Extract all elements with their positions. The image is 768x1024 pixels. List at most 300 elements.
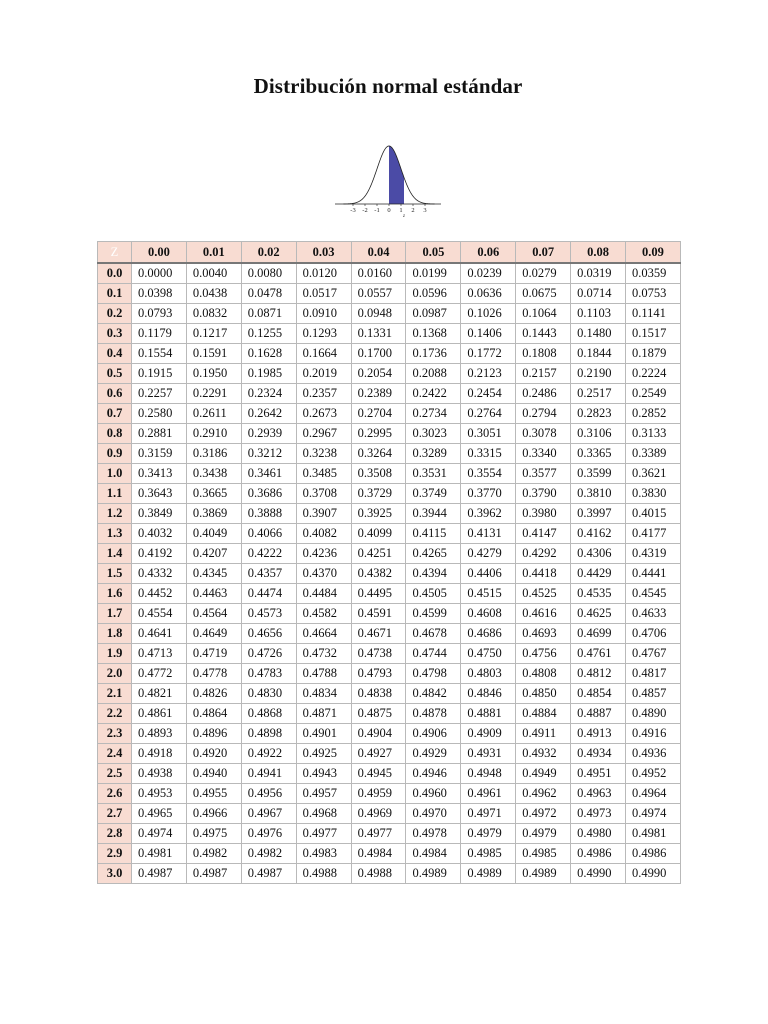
table-cell: 0.4821 bbox=[132, 684, 187, 704]
table-cell: 0.4049 bbox=[186, 524, 241, 544]
axis-tick-label: -1 bbox=[374, 207, 380, 214]
axis-tick-label: 3 bbox=[423, 207, 427, 214]
table-cell: 0.2734 bbox=[406, 404, 461, 424]
table-row bbox=[98, 684, 681, 704]
table-cell: 0.0987 bbox=[406, 304, 461, 324]
table-cell: 0.4901 bbox=[296, 724, 351, 744]
table-cell: 0.4929 bbox=[406, 744, 461, 764]
table-cell: 0.2454 bbox=[461, 384, 516, 404]
table-cell: 0.4989 bbox=[516, 864, 571, 884]
table-cell: 0.3159 bbox=[132, 444, 187, 464]
table-cell: 0.3749 bbox=[406, 484, 461, 504]
row-header-z: 1.2 bbox=[98, 504, 132, 524]
table-cell: 0.2190 bbox=[571, 364, 626, 384]
table-cell: 0.4985 bbox=[461, 844, 516, 864]
table-cell: 0.4693 bbox=[516, 624, 571, 644]
table-cell: 0.2910 bbox=[186, 424, 241, 444]
table-cell: 0.3997 bbox=[571, 504, 626, 524]
table-cell: 0.2764 bbox=[461, 404, 516, 424]
table-cell: 0.4941 bbox=[241, 764, 296, 784]
table-row bbox=[98, 284, 681, 304]
table-cell: 0.4474 bbox=[241, 584, 296, 604]
table-cell: 0.1331 bbox=[351, 324, 406, 344]
table-cell: 0.1406 bbox=[461, 324, 516, 344]
table-cell: 0.3708 bbox=[296, 484, 351, 504]
table-cell: 0.4922 bbox=[241, 744, 296, 764]
table-cell: 0.1700 bbox=[351, 344, 406, 364]
table-cell: 0.4834 bbox=[296, 684, 351, 704]
table-cell: 0.0675 bbox=[516, 284, 571, 304]
table-cell: 0.3438 bbox=[186, 464, 241, 484]
table-cell: 0.4861 bbox=[132, 704, 187, 724]
table-cell: 0.4956 bbox=[241, 784, 296, 804]
table-cell: 0.4890 bbox=[626, 704, 681, 724]
table-cell: 0.0871 bbox=[241, 304, 296, 324]
table-cell: 0.3051 bbox=[461, 424, 516, 444]
table-cell: 0.3485 bbox=[296, 464, 351, 484]
table-cell: 0.4898 bbox=[241, 724, 296, 744]
table-cell: 0.4920 bbox=[186, 744, 241, 764]
table-cell: 0.4738 bbox=[351, 644, 406, 664]
table-cell: 0.3849 bbox=[132, 504, 187, 524]
row-header-z: 0.4 bbox=[98, 344, 132, 364]
table-cell: 0.1879 bbox=[626, 344, 681, 364]
table-cell: 0.4406 bbox=[461, 564, 516, 584]
table-cell: 0.0160 bbox=[351, 263, 406, 284]
table-cell: 0.4830 bbox=[241, 684, 296, 704]
table-cell: 0.2123 bbox=[461, 364, 516, 384]
table-cell: 0.4940 bbox=[186, 764, 241, 784]
table-cell: 0.3790 bbox=[516, 484, 571, 504]
table-row bbox=[98, 844, 681, 864]
table-cell: 0.4986 bbox=[626, 844, 681, 864]
table-cell: 0.0753 bbox=[626, 284, 681, 304]
table-cell: 0.4750 bbox=[461, 644, 516, 664]
table-cell: 0.2939 bbox=[241, 424, 296, 444]
row-header-z: 2.9 bbox=[98, 844, 132, 864]
table-cell: 0.3888 bbox=[241, 504, 296, 524]
row-header-z: 0.9 bbox=[98, 444, 132, 464]
table-cell: 0.2823 bbox=[571, 404, 626, 424]
table-cell: 0.4931 bbox=[461, 744, 516, 764]
table-row bbox=[98, 604, 681, 624]
table-cell: 0.4345 bbox=[186, 564, 241, 584]
table-cell: 0.4382 bbox=[351, 564, 406, 584]
table-cell: 0.4945 bbox=[351, 764, 406, 784]
table-cell: 0.4974 bbox=[626, 804, 681, 824]
table-cell: 0.3830 bbox=[626, 484, 681, 504]
table-cell: 0.0120 bbox=[296, 263, 351, 284]
table-cell: 0.4878 bbox=[406, 704, 461, 724]
table-cell: 0.4678 bbox=[406, 624, 461, 644]
table-cell: 0.4573 bbox=[241, 604, 296, 624]
table-cell: 0.4418 bbox=[516, 564, 571, 584]
table-cell: 0.3461 bbox=[241, 464, 296, 484]
table-cell: 0.4082 bbox=[296, 524, 351, 544]
table-cell: 0.4948 bbox=[461, 764, 516, 784]
table-cell: 0.0910 bbox=[296, 304, 351, 324]
table-cell: 0.4826 bbox=[186, 684, 241, 704]
row-header-z: 2.0 bbox=[98, 664, 132, 684]
table-cell: 0.4906 bbox=[406, 724, 461, 744]
column-header: 0.04 bbox=[351, 242, 406, 264]
table-cell: 0.1368 bbox=[406, 324, 461, 344]
column-header: 0.05 bbox=[406, 242, 461, 264]
table-cell: 0.4429 bbox=[571, 564, 626, 584]
table-row bbox=[98, 304, 681, 324]
row-header-z: 1.8 bbox=[98, 624, 132, 644]
table-cell: 0.4719 bbox=[186, 644, 241, 664]
table-cell: 0.4967 bbox=[241, 804, 296, 824]
table-cell: 0.4982 bbox=[241, 844, 296, 864]
table-cell: 0.4463 bbox=[186, 584, 241, 604]
table-cell: 0.4973 bbox=[571, 804, 626, 824]
table-cell: 0.2642 bbox=[241, 404, 296, 424]
table-cell: 0.4656 bbox=[241, 624, 296, 644]
table-row bbox=[98, 444, 681, 464]
table-cell: 0.4854 bbox=[571, 684, 626, 704]
axis-tick-label: -3 bbox=[350, 207, 356, 214]
table-row bbox=[98, 504, 681, 524]
row-header-z: 2.8 bbox=[98, 824, 132, 844]
table-cell: 0.4484 bbox=[296, 584, 351, 604]
table-cell: 0.4846 bbox=[461, 684, 516, 704]
table-cell: 0.2673 bbox=[296, 404, 351, 424]
table-cell: 0.2995 bbox=[351, 424, 406, 444]
table-cell: 0.4279 bbox=[461, 544, 516, 564]
table-cell: 0.1915 bbox=[132, 364, 187, 384]
table-cell: 0.4962 bbox=[516, 784, 571, 804]
table-cell: 0.4969 bbox=[351, 804, 406, 824]
table-cell: 0.4554 bbox=[132, 604, 187, 624]
table-cell: 0.0948 bbox=[351, 304, 406, 324]
table-cell: 0.4292 bbox=[516, 544, 571, 564]
table-cell: 0.4699 bbox=[571, 624, 626, 644]
table-cell: 0.2881 bbox=[132, 424, 187, 444]
table-cell: 0.4744 bbox=[406, 644, 461, 664]
table-cell: 0.2611 bbox=[186, 404, 241, 424]
table-cell: 0.4953 bbox=[132, 784, 187, 804]
table-cell: 0.4505 bbox=[406, 584, 461, 604]
table-row bbox=[98, 344, 681, 364]
table-cell: 0.3686 bbox=[241, 484, 296, 504]
table-cell: 0.1591 bbox=[186, 344, 241, 364]
table-cell: 0.3621 bbox=[626, 464, 681, 484]
table-cell: 0.4932 bbox=[516, 744, 571, 764]
table-cell: 0.4608 bbox=[461, 604, 516, 624]
table-cell: 0.4842 bbox=[406, 684, 461, 704]
table-cell: 0.3531 bbox=[406, 464, 461, 484]
table-row bbox=[98, 324, 681, 344]
table-cell: 0.4706 bbox=[626, 624, 681, 644]
table-cell: 0.3133 bbox=[626, 424, 681, 444]
table-cell: 0.4817 bbox=[626, 664, 681, 684]
table-cell: 0.3315 bbox=[461, 444, 516, 464]
axis-tick-label: -2 bbox=[362, 207, 368, 214]
table-cell: 0.4732 bbox=[296, 644, 351, 664]
table-cell: 0.4985 bbox=[516, 844, 571, 864]
table-cell: 0.4916 bbox=[626, 724, 681, 744]
table-cell: 0.4983 bbox=[296, 844, 351, 864]
table-cell: 0.4838 bbox=[351, 684, 406, 704]
table-cell: 0.4984 bbox=[351, 844, 406, 864]
table-cell: 0.4975 bbox=[186, 824, 241, 844]
table-cell: 0.4986 bbox=[571, 844, 626, 864]
table-cell: 0.4989 bbox=[461, 864, 516, 884]
table-cell: 0.3365 bbox=[571, 444, 626, 464]
row-header-z: 1.5 bbox=[98, 564, 132, 584]
table-cell: 0.1026 bbox=[461, 304, 516, 324]
table-cell: 0.0517 bbox=[296, 284, 351, 304]
table-cell: 0.4192 bbox=[132, 544, 187, 564]
table-cell: 0.4591 bbox=[351, 604, 406, 624]
table-cell: 0.4616 bbox=[516, 604, 571, 624]
table-cell: 0.2422 bbox=[406, 384, 461, 404]
table-cell: 0.4963 bbox=[571, 784, 626, 804]
table-cell: 0.4495 bbox=[351, 584, 406, 604]
table-cell: 0.4955 bbox=[186, 784, 241, 804]
table-cell: 0.2157 bbox=[516, 364, 571, 384]
table-cell: 0.4564 bbox=[186, 604, 241, 624]
row-header-z: 2.5 bbox=[98, 764, 132, 784]
table-cell: 0.4896 bbox=[186, 724, 241, 744]
table-row bbox=[98, 804, 681, 824]
table-cell: 0.4881 bbox=[461, 704, 516, 724]
table-cell: 0.4177 bbox=[626, 524, 681, 544]
table-cell: 0.3508 bbox=[351, 464, 406, 484]
table-cell: 0.4990 bbox=[571, 864, 626, 884]
row-header-z: 1.7 bbox=[98, 604, 132, 624]
table-cell: 0.4357 bbox=[241, 564, 296, 584]
table-cell: 0.4236 bbox=[296, 544, 351, 564]
table-cell: 0.4988 bbox=[351, 864, 406, 884]
table-cell: 0.4625 bbox=[571, 604, 626, 624]
table-cell: 0.1103 bbox=[571, 304, 626, 324]
row-header-z: 1.6 bbox=[98, 584, 132, 604]
table-cell: 0.4545 bbox=[626, 584, 681, 604]
table-cell: 0.3962 bbox=[461, 504, 516, 524]
table-cell: 0.4987 bbox=[186, 864, 241, 884]
table-cell: 0.0636 bbox=[461, 284, 516, 304]
table-cell: 0.0557 bbox=[351, 284, 406, 304]
table-cell: 0.3907 bbox=[296, 504, 351, 524]
table-cell: 0.3665 bbox=[186, 484, 241, 504]
table-cell: 0.4808 bbox=[516, 664, 571, 684]
table-cell: 0.4977 bbox=[296, 824, 351, 844]
table-row bbox=[98, 464, 681, 484]
table-cell: 0.4951 bbox=[571, 764, 626, 784]
table-cell: 0.1985 bbox=[241, 364, 296, 384]
table-cell: 0.1628 bbox=[241, 344, 296, 364]
table-cell: 0.4875 bbox=[351, 704, 406, 724]
table-cell: 0.4971 bbox=[461, 804, 516, 824]
table-cell: 0.4964 bbox=[626, 784, 681, 804]
table-cell: 0.4772 bbox=[132, 664, 187, 684]
table-cell: 0.3340 bbox=[516, 444, 571, 464]
table-cell: 0.4015 bbox=[626, 504, 681, 524]
table-cell: 0.1736 bbox=[406, 344, 461, 364]
table-cell: 0.4943 bbox=[296, 764, 351, 784]
table-cell: 0.4966 bbox=[186, 804, 241, 824]
axis-tick-label: 1 bbox=[399, 207, 403, 214]
table-cell: 0.4970 bbox=[406, 804, 461, 824]
table-cell: 0.0398 bbox=[132, 284, 187, 304]
row-header-z: 0.3 bbox=[98, 324, 132, 344]
table-cell: 0.2389 bbox=[351, 384, 406, 404]
table-cell: 0.4756 bbox=[516, 644, 571, 664]
table-cell: 0.4857 bbox=[626, 684, 681, 704]
table-cell: 0.4960 bbox=[406, 784, 461, 804]
table-row bbox=[98, 544, 681, 564]
table-cell: 0.3810 bbox=[571, 484, 626, 504]
table-cell: 0.3770 bbox=[461, 484, 516, 504]
table-row bbox=[98, 824, 681, 844]
table-cell: 0.4957 bbox=[296, 784, 351, 804]
table-cell: 0.2054 bbox=[351, 364, 406, 384]
corner-header: Z bbox=[98, 242, 132, 264]
table-cell: 0.4974 bbox=[132, 824, 187, 844]
table-cell: 0.4904 bbox=[351, 724, 406, 744]
table-row bbox=[98, 424, 681, 444]
table-cell: 0.4976 bbox=[241, 824, 296, 844]
table-cell: 0.4949 bbox=[516, 764, 571, 784]
column-header: 0.06 bbox=[461, 242, 516, 264]
table-cell: 0.2549 bbox=[626, 384, 681, 404]
table-cell: 0.4251 bbox=[351, 544, 406, 564]
table-cell: 0.3289 bbox=[406, 444, 461, 464]
axis-tick-label: 0 bbox=[387, 207, 391, 214]
table-row bbox=[98, 864, 681, 884]
table-cell: 0.4162 bbox=[571, 524, 626, 544]
axis-tick-label: 2 bbox=[411, 207, 415, 214]
table-cell: 0.4726 bbox=[241, 644, 296, 664]
row-header-z: 1.3 bbox=[98, 524, 132, 544]
row-header-z: 0.6 bbox=[98, 384, 132, 404]
table-cell: 0.0478 bbox=[241, 284, 296, 304]
table-cell: 0.1443 bbox=[516, 324, 571, 344]
column-header: 0.00 bbox=[132, 242, 187, 264]
table-cell: 0.4925 bbox=[296, 744, 351, 764]
table-cell: 0.4927 bbox=[351, 744, 406, 764]
table-cell: 0.1844 bbox=[571, 344, 626, 364]
table-cell: 0.4812 bbox=[571, 664, 626, 684]
table-cell: 0.2224 bbox=[626, 364, 681, 384]
table-cell: 0.4582 bbox=[296, 604, 351, 624]
row-header-z: 1.9 bbox=[98, 644, 132, 664]
table-cell: 0.3413 bbox=[132, 464, 187, 484]
shaded-z-label: z bbox=[403, 214, 405, 218]
table-cell: 0.1517 bbox=[626, 324, 681, 344]
table-cell: 0.2357 bbox=[296, 384, 351, 404]
table-cell: 0.0279 bbox=[516, 263, 571, 284]
table-cell: 0.4370 bbox=[296, 564, 351, 584]
table-row bbox=[98, 404, 681, 424]
table-cell: 0.4767 bbox=[626, 644, 681, 664]
row-header-z: 2.2 bbox=[98, 704, 132, 724]
column-header: 0.09 bbox=[626, 242, 681, 264]
table-row bbox=[98, 784, 681, 804]
table-cell: 0.4452 bbox=[132, 584, 187, 604]
table-cell: 0.4965 bbox=[132, 804, 187, 824]
table-row bbox=[98, 484, 681, 504]
row-header-z: 2.6 bbox=[98, 784, 132, 804]
table-cell: 0.4633 bbox=[626, 604, 681, 624]
column-header: 0.08 bbox=[571, 242, 626, 264]
table-cell: 0.0832 bbox=[186, 304, 241, 324]
row-header-z: 1.0 bbox=[98, 464, 132, 484]
table-cell: 0.1179 bbox=[132, 324, 187, 344]
table-cell: 0.4649 bbox=[186, 624, 241, 644]
table-cell: 0.4394 bbox=[406, 564, 461, 584]
table-cell: 0.4850 bbox=[516, 684, 571, 704]
table-cell: 0.0714 bbox=[571, 284, 626, 304]
table-cell: 0.4893 bbox=[132, 724, 187, 744]
table-cell: 0.4535 bbox=[571, 584, 626, 604]
table-row bbox=[98, 384, 681, 404]
table-cell: 0.4972 bbox=[516, 804, 571, 824]
table-cell: 0.4066 bbox=[241, 524, 296, 544]
row-header-z: 0.0 bbox=[98, 263, 132, 284]
table-row bbox=[98, 524, 681, 544]
table-cell: 0.4671 bbox=[351, 624, 406, 644]
table-cell: 0.3238 bbox=[296, 444, 351, 464]
table-cell: 0.3599 bbox=[571, 464, 626, 484]
table-cell: 0.4946 bbox=[406, 764, 461, 784]
table-cell: 0.4979 bbox=[516, 824, 571, 844]
table-cell: 0.3186 bbox=[186, 444, 241, 464]
table-cell: 0.2088 bbox=[406, 364, 461, 384]
table-cell: 0.4961 bbox=[461, 784, 516, 804]
table-cell: 0.4984 bbox=[406, 844, 461, 864]
table-cell: 0.4988 bbox=[296, 864, 351, 884]
table-cell: 0.4868 bbox=[241, 704, 296, 724]
table-cell: 0.2967 bbox=[296, 424, 351, 444]
table-cell: 0.0000 bbox=[132, 263, 187, 284]
table-cell: 0.4131 bbox=[461, 524, 516, 544]
table-cell: 0.3264 bbox=[351, 444, 406, 464]
row-header-z: 1.1 bbox=[98, 484, 132, 504]
table-cell: 0.4990 bbox=[626, 864, 681, 884]
table-cell: 0.4977 bbox=[351, 824, 406, 844]
table-cell: 0.4147 bbox=[516, 524, 571, 544]
table-row bbox=[98, 704, 681, 724]
table-cell: 0.1064 bbox=[516, 304, 571, 324]
table-cell: 0.0040 bbox=[186, 263, 241, 284]
table-cell: 0.0199 bbox=[406, 263, 461, 284]
table-cell: 0.3106 bbox=[571, 424, 626, 444]
normal-curve-figure bbox=[333, 138, 445, 218]
table-cell: 0.3944 bbox=[406, 504, 461, 524]
table-cell: 0.4987 bbox=[241, 864, 296, 884]
table-cell: 0.4981 bbox=[626, 824, 681, 844]
table-cell: 0.1480 bbox=[571, 324, 626, 344]
table-cell: 0.4968 bbox=[296, 804, 351, 824]
table-cell: 0.4222 bbox=[241, 544, 296, 564]
table-row bbox=[98, 624, 681, 644]
table-cell: 0.4713 bbox=[132, 644, 187, 664]
table-row bbox=[98, 764, 681, 784]
table-cell: 0.4788 bbox=[296, 664, 351, 684]
table-cell: 0.2486 bbox=[516, 384, 571, 404]
table-cell: 0.4778 bbox=[186, 664, 241, 684]
table-cell: 0.2291 bbox=[186, 384, 241, 404]
table-cell: 0.4332 bbox=[132, 564, 187, 584]
table-cell: 0.2704 bbox=[351, 404, 406, 424]
table-cell: 0.4803 bbox=[461, 664, 516, 684]
table-cell: 0.1772 bbox=[461, 344, 516, 364]
row-header-z: 1.4 bbox=[98, 544, 132, 564]
table-cell: 0.1293 bbox=[296, 324, 351, 344]
